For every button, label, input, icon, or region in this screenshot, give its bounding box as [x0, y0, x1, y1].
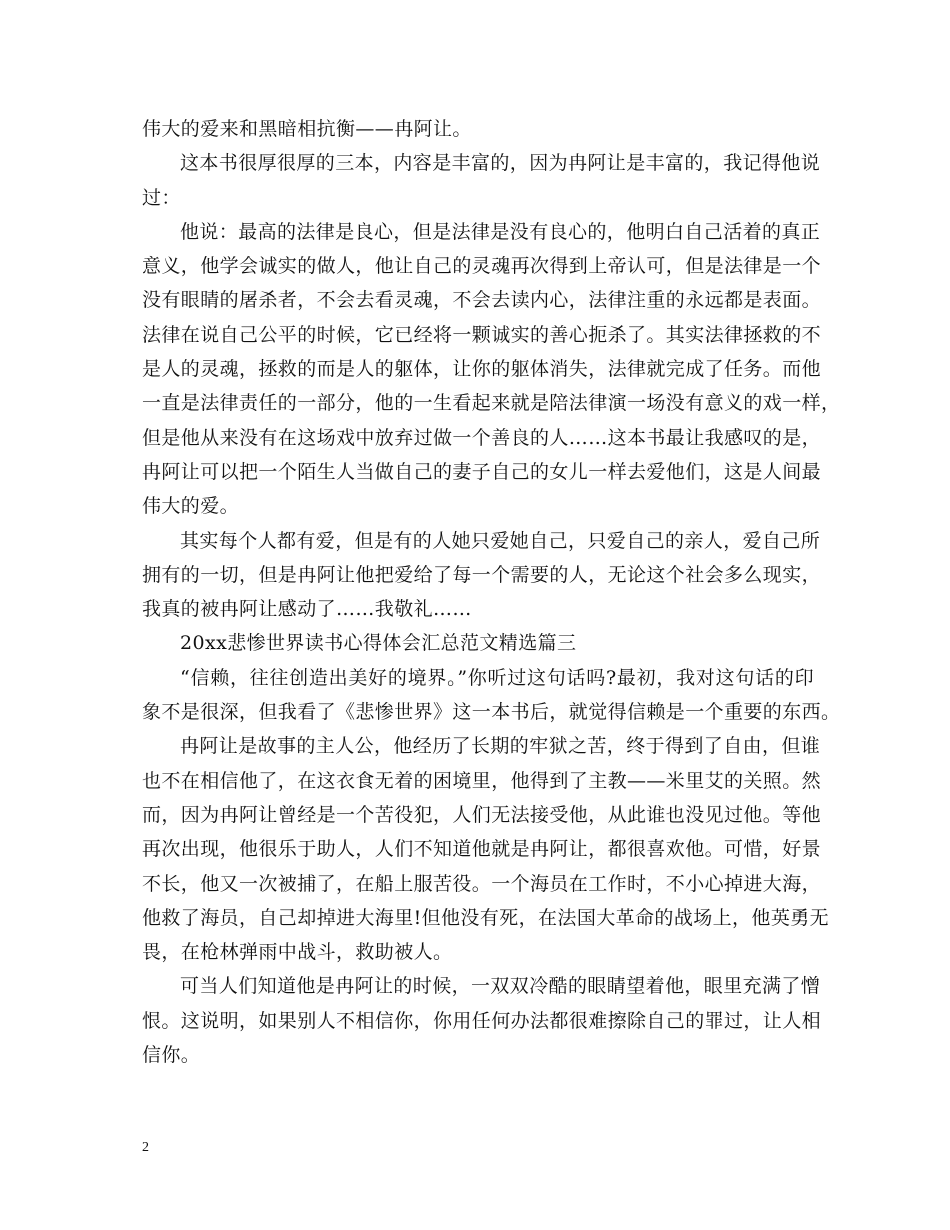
text-line: 象不是很深，但我看了《悲惨世界》这一本书后，就觉得信赖是一个重要的东西。: [142, 701, 841, 724]
text-line: 也不在相信他了，在这衣食无着的困境里，他得到了主教——米里艾的关照。然: [142, 769, 822, 792]
text-line: 是人的灵魂，拯救的而是人的躯体，让你的躯体消失，法律就完成了任务。而他: [142, 358, 822, 381]
text-line: 冉阿让是故事的主人公，他经历了长期的牢狱之苦，终于得到了自由，但谁: [180, 735, 821, 758]
text-line: 这本书很厚很厚的三本，内容是丰富的，因为冉阿让是丰富的，我记得他说: [180, 152, 821, 175]
text-line: 信你。: [142, 1044, 201, 1067]
section-heading: 20xx悲惨世界读书心得体会汇总范文精选篇三: [180, 632, 577, 655]
text-line: “信赖，往往创造出美好的境界。”你听过这句话吗?最初，我对这句话的印: [180, 666, 814, 689]
text-line: 其实每个人都有爱，但是有的人她只爱她自己，只爱自己的亲人，爱自己所: [180, 529, 821, 552]
page-number: 2: [142, 1140, 149, 1155]
document-body: [142, 112, 841, 1072]
text-line: 可当人们知道他是冉阿让的时候，一双双冷酷的眼睛望着他，眼里充满了憎: [180, 975, 821, 998]
text-line: 法律在说自己公平的时候，它已经将一颗诚实的善心扼杀了。其实法律拯救的不: [142, 323, 822, 346]
text-line: 他说：最高的法律是良心，但是法律是没有良心的，他明白自己活着的真正: [180, 220, 821, 243]
text-line: 畏，在枪林弹雨中战斗，救助被人。: [142, 941, 453, 964]
text-line: 恨。这说明，如果别人不相信你，你用任何办法都很难擦除自己的罪过，让人相: [142, 1009, 822, 1032]
text-line: 冉阿让可以把一个陌生人当做自己的妻子自己的女儿一样去爱他们，这是人间最: [142, 460, 822, 483]
text-line: 我真的被冉阿让感动了……我敬礼……: [142, 598, 472, 621]
text-line: 伟大的爱来和黑暗相抗衡——冉阿让。: [142, 118, 472, 140]
text-line: 没有眼睛的屠杀者，不会去看灵魂，不会去读内心，法律注重的永远都是表面。: [142, 289, 822, 312]
text-line: 他救了海员，自己却掉进大海里!但他没有死，在法国大革命的战场上，他英勇无: [142, 906, 830, 929]
text-line: 不长，他又一次被捕了，在船上服苦役。一个海员在工作时，不小心掉进大海，: [142, 872, 822, 895]
text-line: 但是他从来没有在这场戏中放弃过做一个善良的人……这本书最让我感叹的是，: [142, 426, 822, 449]
text-line: 伟大的爱。: [142, 495, 240, 518]
text-line: 而，因为冉阿让曾经是一个苦役犯，人们无法接受他，从此谁也没见过他。等他: [142, 803, 822, 826]
text-line: 再次出现，他很乐于助人，人们不知道他就是冉阿让，都很喜欢他。可惜，好景: [142, 838, 822, 861]
text-line: 意义，他学会诚实的做人，他让自己的灵魂再次得到上帝认可，但是法律是一个: [142, 255, 822, 278]
text-line: 过：: [142, 186, 181, 209]
text-line: 一直是法律责任的一部分，他的一生看起来就是陪法律演一场没有意义的戏一样，: [142, 392, 841, 415]
text-line: 拥有的一切，但是冉阿让他把爱给了每一个需要的人，无论这个社会多么现实，: [142, 563, 822, 586]
